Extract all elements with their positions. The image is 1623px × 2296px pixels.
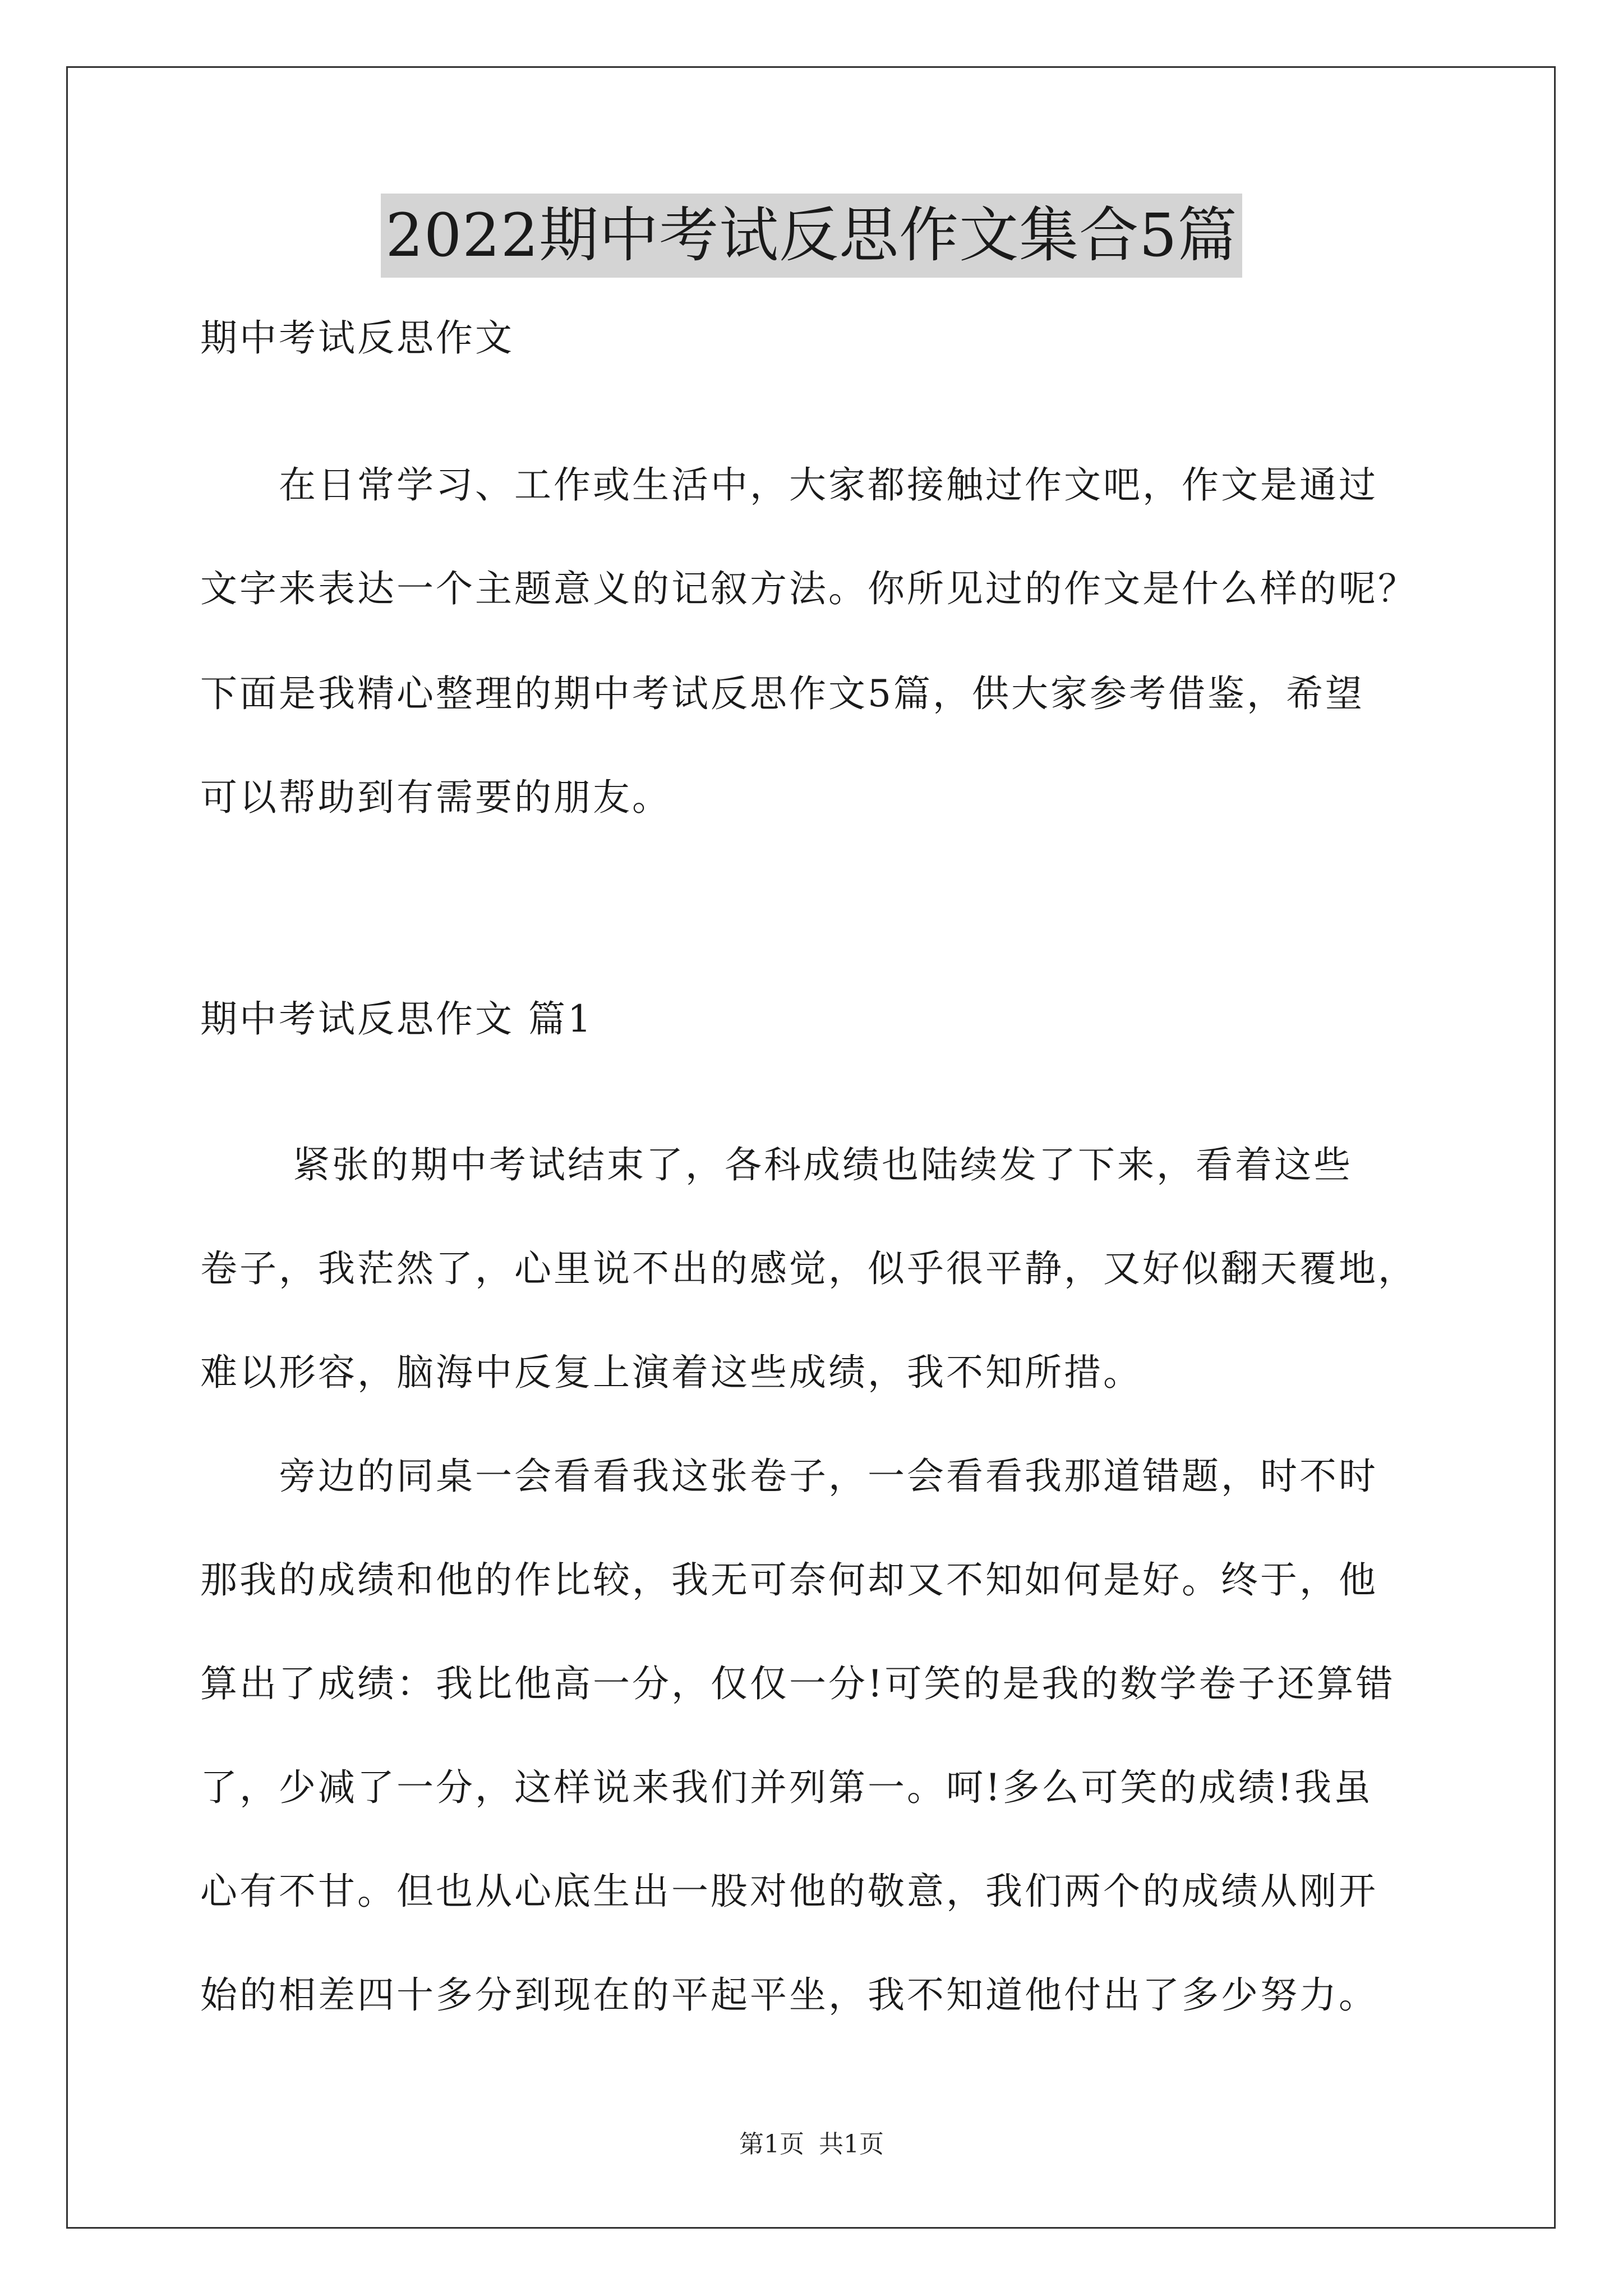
paragraph-line: 旁边的同桌一会看看我这张卷子，一会看看我那道错题，时不时 [200,1455,1378,1498]
page-total: 共1页 [819,2130,884,2159]
paragraph-line: 难以形容，脑海中反复上演着这些成绩，我不知所措。 [200,1351,1142,1394]
paragraph-line: 可以帮助到有需要的朋友。 [200,776,671,819]
paragraph-line: 紧张的期中考试结束了，各科成绩也陆续发了下来，看着这些 [200,1143,1353,1186]
title-container [0,194,1623,278]
document-title: 2022期中考试反思作文集合5篇 [381,194,1242,278]
paragraph-line: 始的相差四十多分到现在的平起平坐，我不知道他付出了多少努力。 [200,1973,1378,2017]
paragraph-line: 卷子，我茫然了，心里说不出的感觉，似乎很平静，又好似翻天覆地， [200,1247,1417,1290]
page-footer [0,2128,1623,2161]
paragraph-line: 了，少减了一分，这样说来我们并列第一。呵!多么可笑的成绩!我虽 [200,1766,1373,1809]
section-heading: 期中考试反思作文 篇1 [200,997,593,1041]
paragraph-line: 那我的成绩和他的作比较，我无可奈何却又不知如何是好。终于，他 [200,1558,1378,1602]
paragraph-line: 下面是我精心整理的期中考试反思作文5篇，供大家参考借鉴，希望 [200,672,1364,715]
paragraph-line: 在日常学习、工作或生活中，大家都接触过作文吧，作文是通过 [200,463,1378,507]
page-number: 第1页 [739,2130,804,2159]
section-heading: 期中考试反思作文 [200,316,514,360]
paragraph-line: 心有不甘。但也从心底生出一股对他的敬意，我们两个的成绩从刚开 [200,1870,1378,1913]
paragraph-line: 算出了成绩：我比他高一分，仅仅一分!可笑的是我的数学卷子还算错 [200,1662,1395,1705]
paragraph-line: 文字来表达一个主题意义的记叙方法。你所见过的作文是什么样的呢？ [200,567,1417,610]
